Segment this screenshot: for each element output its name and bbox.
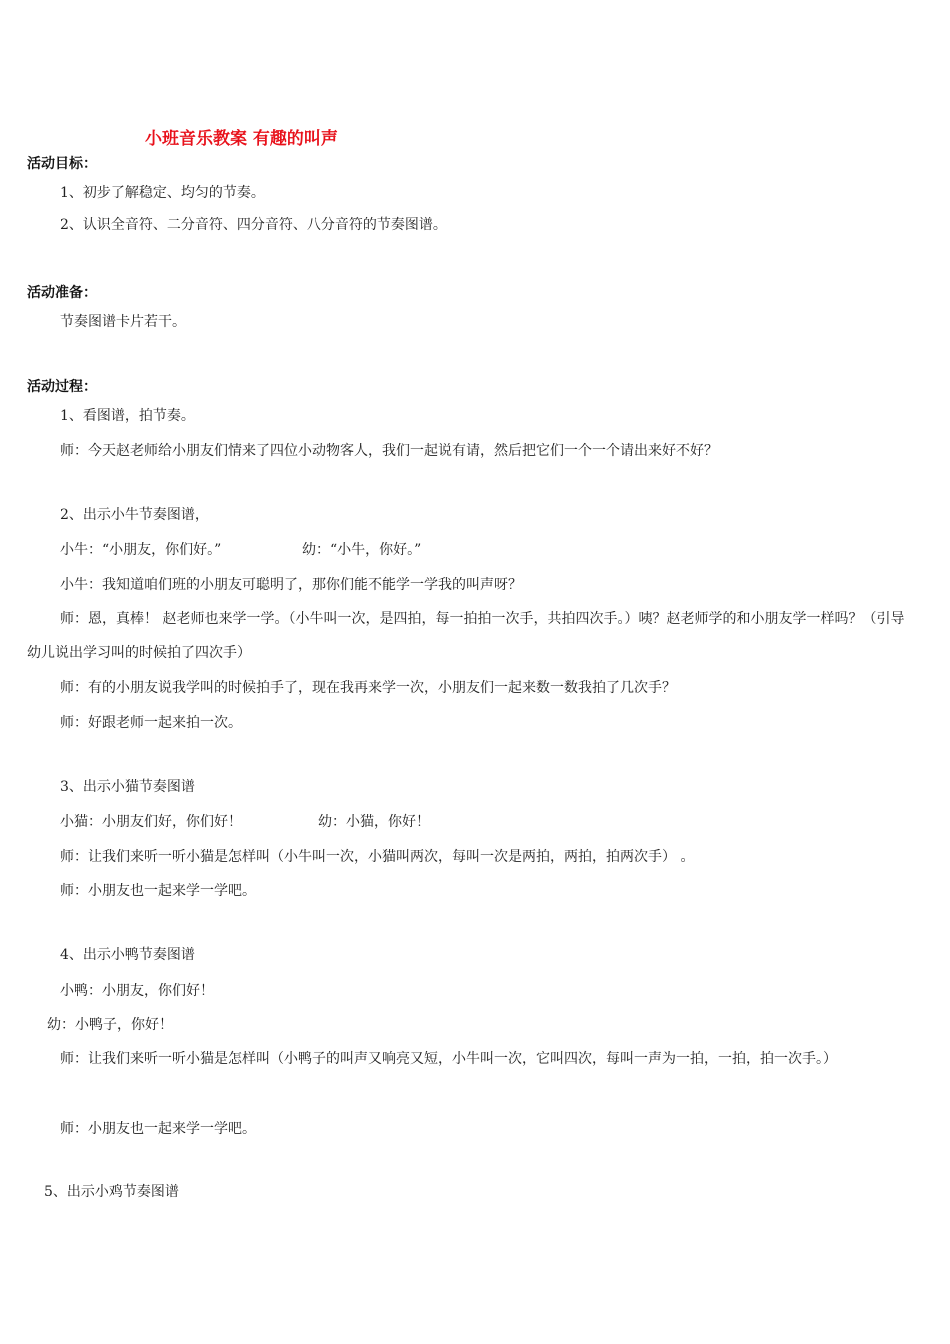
dialogue-line: 幼：小猫，你好！ xyxy=(318,814,430,830)
goal-item: 2、认识全音符、二分音符、四分音符、八分音符的节奏图谱。 xyxy=(60,217,447,233)
step-title: 1、看图谱，拍节奏。 xyxy=(60,408,195,424)
dialogue-line: 师：小朋友也一起来学一学吧。 xyxy=(60,1121,256,1137)
goals-heading: 活动目标： xyxy=(27,156,97,172)
goal-item: 1、初步了解稳定、均匀的节奏。 xyxy=(60,185,265,201)
step-title: 2、出示小牛节奏图谱， xyxy=(60,507,209,523)
dialogue-line: 幼：“小牛，你好。” xyxy=(302,542,422,558)
step-title: 3、出示小猫节奏图谱 xyxy=(60,779,195,795)
dialogue-line: 师：有的小朋友说我学叫的时候拍手了，现在我再来学一次，小朋友们一起来数一数我拍了几次手？ xyxy=(60,680,676,696)
prep-item: 节奏图谱卡片若干。 xyxy=(60,314,186,330)
dialogue-paragraph: 师：让我们来听一听小猫是怎样叫（小鸭子的叫声又响亮又短，小牛叫一次，它叫四次，每叫一声为一拍，一拍，拍一次手。） xyxy=(60,1051,837,1067)
prep-heading: 活动准备： xyxy=(27,285,97,301)
dialogue-line: 小鸭：小朋友，你们好！ xyxy=(60,983,214,999)
dialogue-line: 师：让我们来听一听小猫是怎样叫（小牛叫一次，小猫叫两次，每叫一次是两拍，两拍，拍两次手） 。 xyxy=(60,849,695,865)
step-title: 5、出示小鸡节奏图谱 xyxy=(44,1184,179,1200)
process-heading: 活动过程： xyxy=(27,379,97,395)
dialogue-line: 师：好跟老师一起来拍一次。 xyxy=(60,715,242,731)
document-title: 小班音乐教案 有趣的叫声 xyxy=(145,129,338,149)
dialogue-line: 师：小朋友也一起来学一学吧。 xyxy=(60,883,256,899)
dialogue-line: 小牛：我知道咱们班的小朋友可聪明了，那你们能不能学一学我的叫声呀？ xyxy=(60,577,522,593)
step-title: 4、出示小鸭节奏图谱 xyxy=(60,947,195,963)
dialogue-line: 师：今天赵老师给小朋友们情来了四位小动物客人，我们一起说有请，然后把它们一个一个请出来好不好？ xyxy=(60,443,718,459)
dialogue-paragraph: 师：恩，真棒！ 赵老师也来学一学。（小牛叫一次，是四拍，每一拍拍一次手，共拍四次手。）咦？赵老师学的和小朋友学一样吗？（引导幼儿说出学习叫的时候拍了四次手） xyxy=(27,611,905,661)
dialogue-line: 小牛：“小朋友，你们好。” xyxy=(60,542,222,558)
dialogue-line: 幼：小鸭子，你好！ xyxy=(47,1017,173,1033)
dialogue-line: 小猫：小朋友们好，你们好！ xyxy=(60,814,242,830)
